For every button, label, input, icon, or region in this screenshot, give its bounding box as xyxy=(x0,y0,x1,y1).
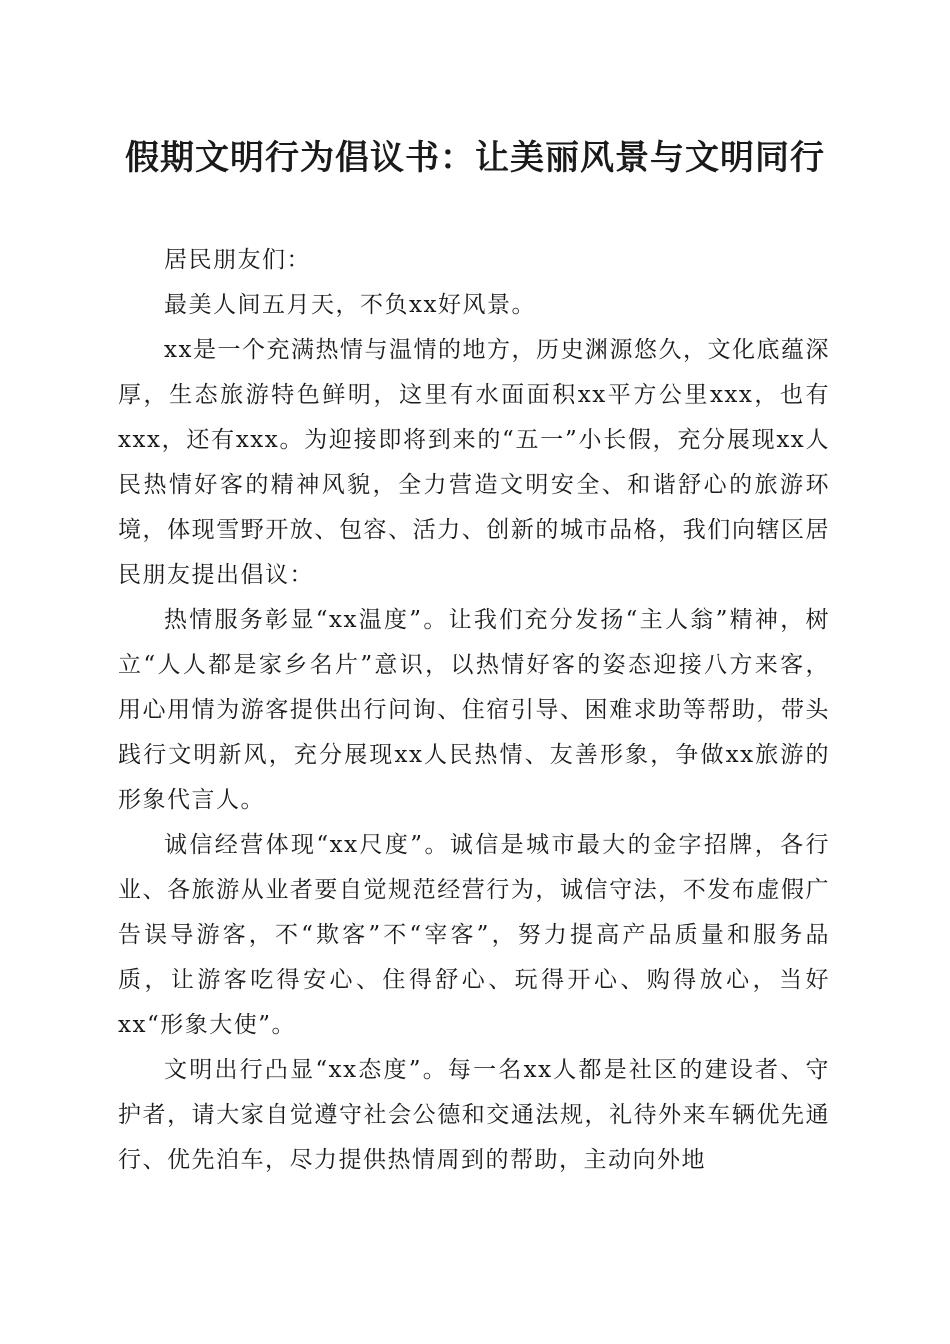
paragraph-background: xx是一个充满热情与温情的地方，历史渊源悠久，文化底蕴深厚，生态旅游特色鲜明，这里有水面面积xx平方公里xxx，也有xxx，还有xxx。为迎接即将到来的“五一”小长假，充分展现xx人民热情好客的精神风貌，全力营造文明安全、和谐舒心的旅游环境，体现雪野开放、包容、活力、创新的城市品格，我们向辖区居民朋友提出倡议： xyxy=(118,337,830,588)
salutation: 居民朋友们： xyxy=(164,247,311,273)
paragraph-intro: 最美人间五月天，不负xx好风景。 xyxy=(164,292,536,318)
document-body xyxy=(118,238,830,1183)
paragraph-civilized-travel: 文明出行凸显“xx态度”。每一名xx人都是社区的建设者、守护者，请大家自觉遵守社会公德和交通法规，礼待外来车辆优先通行、优先泊车，尽力提供热情周到的帮助，主动向外地 xyxy=(118,1057,830,1173)
paragraph-warm-service: 热情服务彰显“xx温度”。让我们充分发扬“主人翁”精神，树立“人人都是家乡名片”意识，以热情好客的姿态迎接八方来客，用心用情为游客提供出行问询、住宿引导、困难求助等帮助，带头践行文明新风，充分展现xx人民热情、友善形象，争做xx旅游的形象代言人。 xyxy=(118,607,830,813)
paragraph-honest-business: 诚信经营体现“xx尺度”。诚信是城市最大的金字招牌，各行业、各旅游从业者要自觉规范经营行为，诚信守法，不发布虚假广告误导游客，不“欺客”不“宰客”，努力提高产品质量和服务品质，让游客吃得安心、住得舒心、玩得开心、购得放心，当好xx“形象大使”。 xyxy=(118,832,830,1038)
document-title: 假期文明行为倡议书：让美丽风景与文明同行 xyxy=(125,138,825,178)
